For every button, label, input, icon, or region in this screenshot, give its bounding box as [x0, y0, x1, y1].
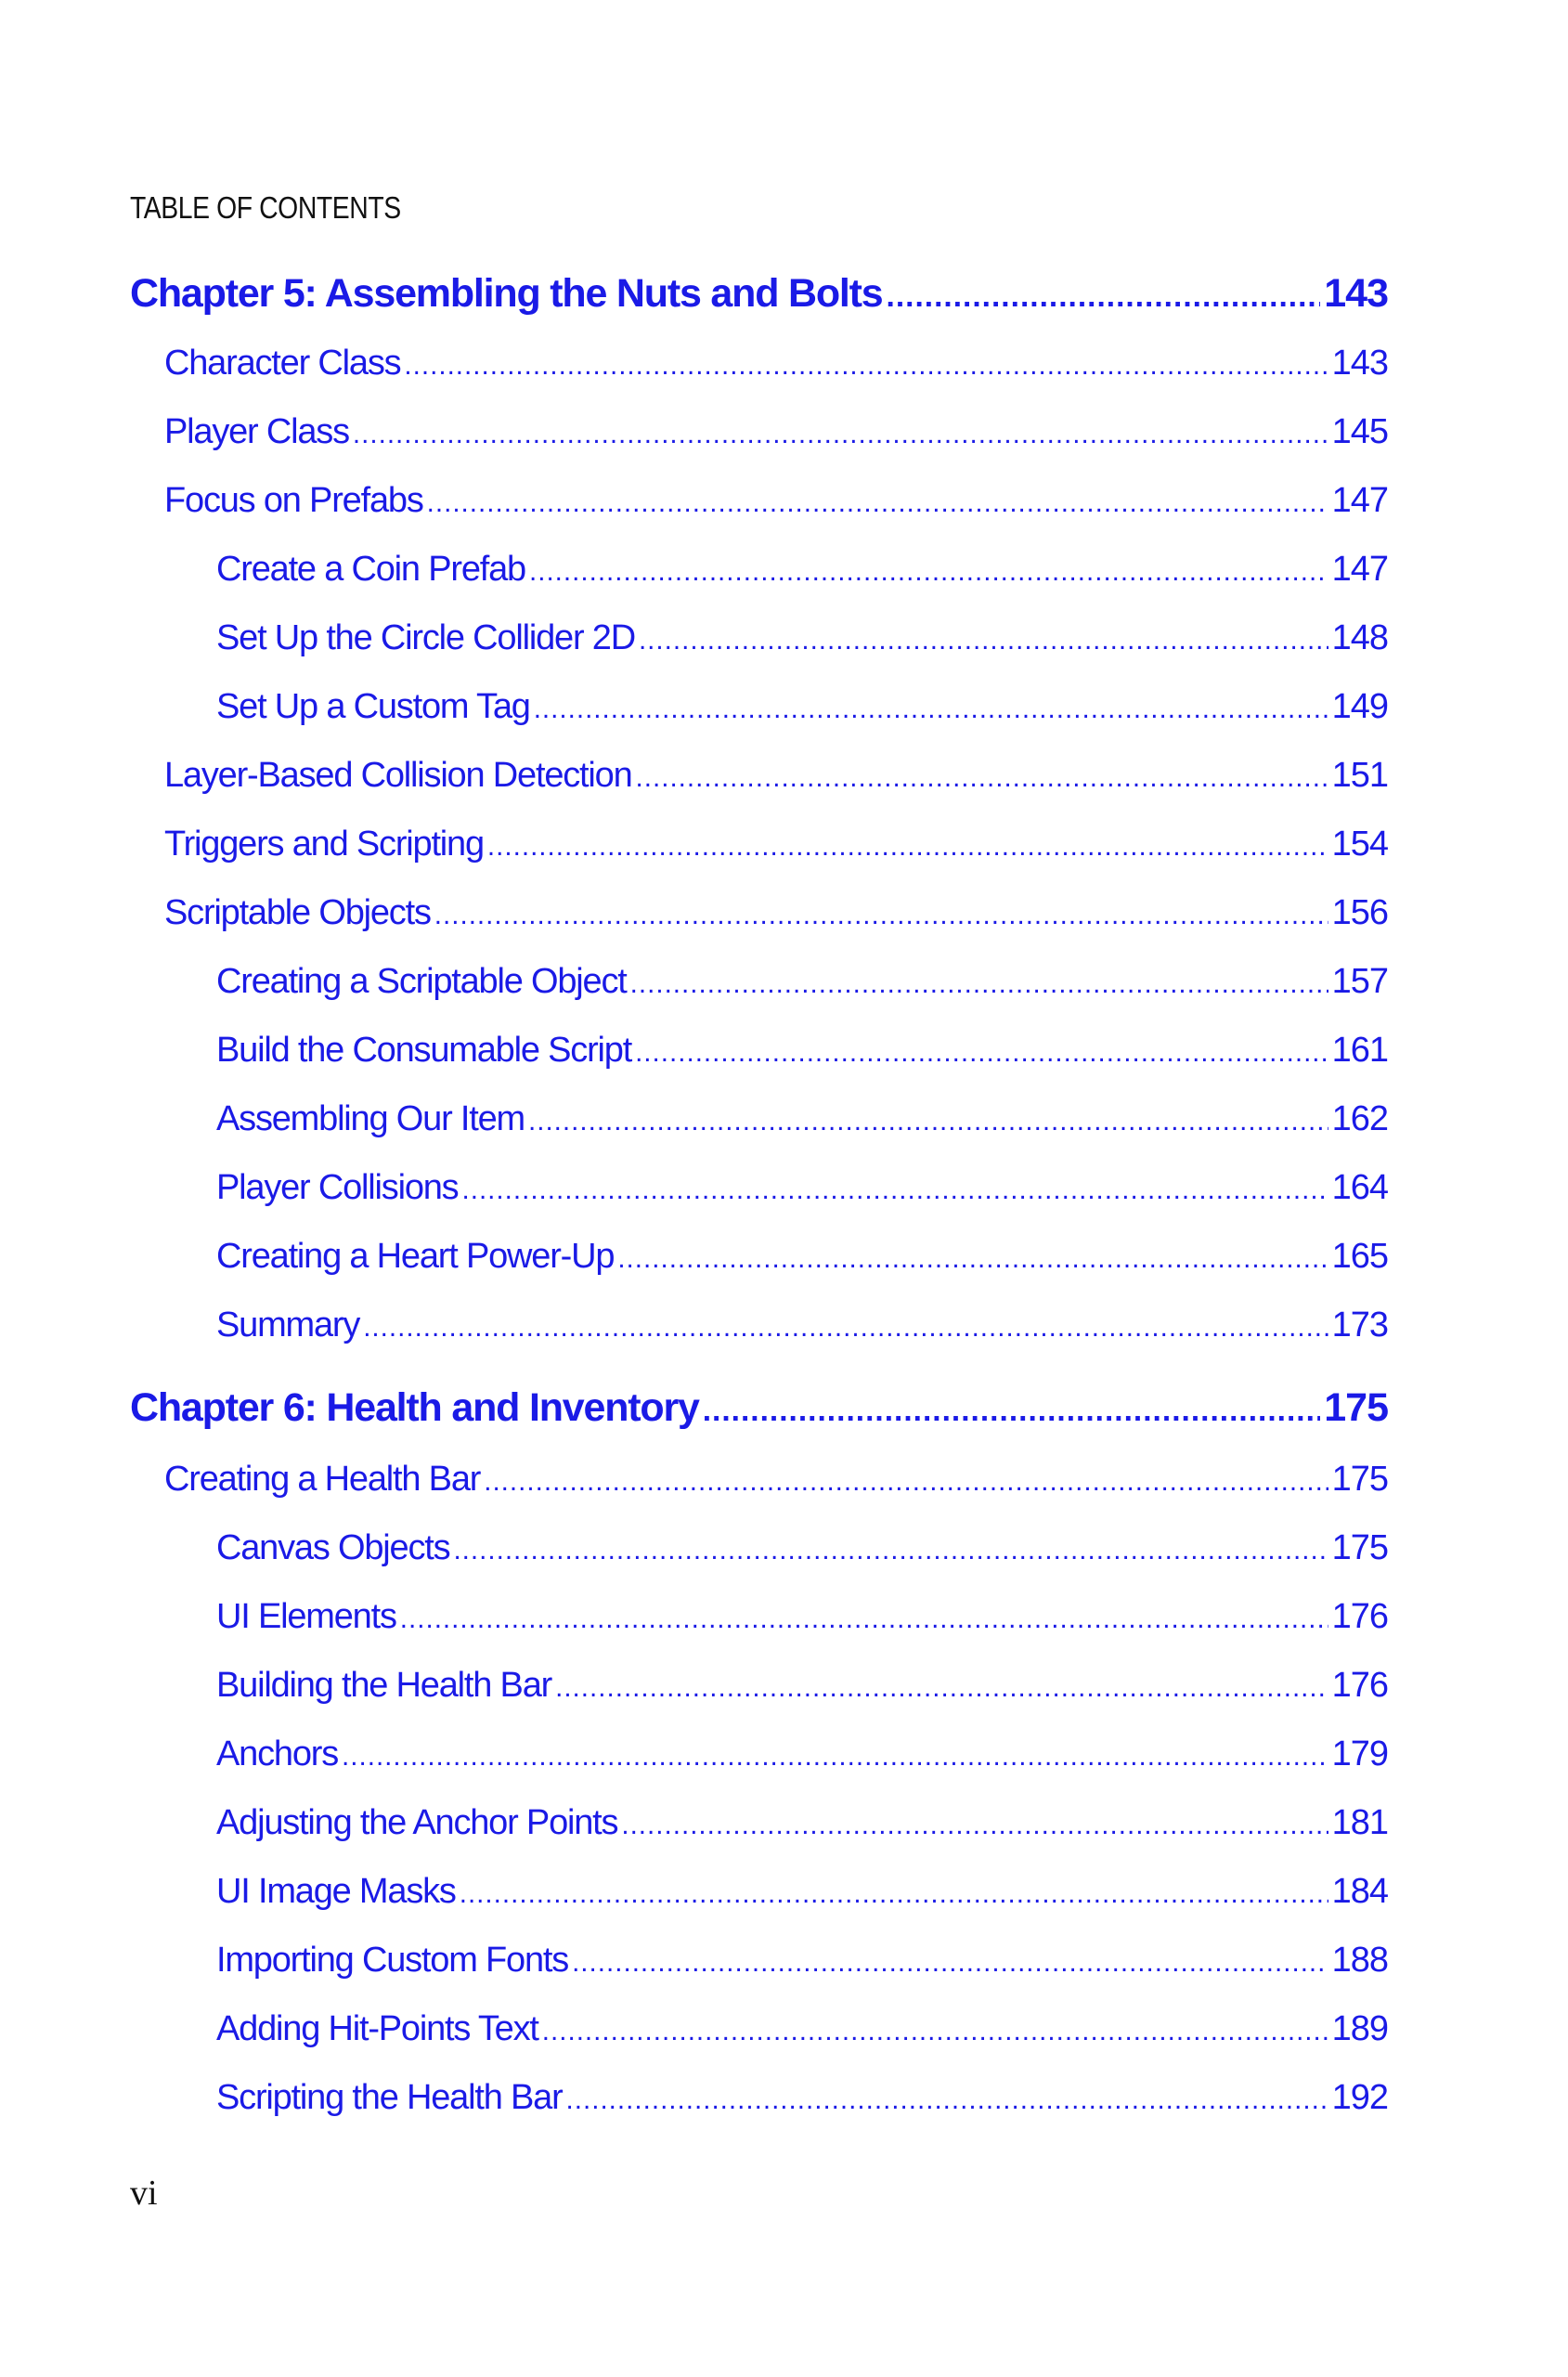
- toc-entry-title: Creating a Heart Power-Up: [216, 1237, 615, 1276]
- toc-entry-importing-custom-fonts[interactable]: [216, 1941, 1388, 1983]
- toc-entry-page: 149: [1331, 687, 1388, 726]
- toc-entry-chapter-5[interactable]: [130, 271, 1388, 319]
- toc-entry-page: 161: [1331, 1031, 1388, 1070]
- toc-entry-title: Adding Hit-Points Text: [216, 2009, 538, 2048]
- toc-entry-title: Triggers and Scripting: [164, 825, 484, 864]
- toc-entry-heart-power-up[interactable]: [216, 1237, 1388, 1279]
- toc-entry-anchors[interactable]: [216, 1734, 1388, 1777]
- toc-entry-title: Building the Health Bar: [216, 1666, 552, 1705]
- toc-entry-page: 147: [1331, 481, 1388, 520]
- toc-entry-page: 157: [1331, 962, 1388, 1001]
- dot-leader: [529, 556, 1328, 588]
- toc-entry-creating-health-bar[interactable]: [164, 1460, 1388, 1502]
- toc-entry-page: 147: [1331, 550, 1388, 589]
- dot-leader: [484, 1466, 1328, 1498]
- toc-entry-page: 154: [1331, 825, 1388, 864]
- dot-leader: [703, 1394, 1321, 1429]
- dot-leader: [434, 900, 1328, 931]
- toc-entry-summary[interactable]: [216, 1305, 1388, 1348]
- toc-entry-title: Set Up a Custom Tag: [216, 687, 530, 726]
- toc-entry-title: Player Class: [164, 412, 349, 451]
- toc-entry-ui-elements[interactable]: [216, 1597, 1388, 1640]
- dot-leader: [639, 625, 1328, 656]
- toc-entry-title: Summary: [216, 1305, 360, 1344]
- dot-leader: [342, 1741, 1328, 1773]
- toc-entry-scriptable-objects[interactable]: [164, 893, 1388, 936]
- dot-leader: [528, 1106, 1328, 1137]
- toc-entry-character-class[interactable]: [164, 344, 1388, 386]
- toc-entry-title: Canvas Objects: [216, 1528, 450, 1567]
- toc-entry-page: 175: [1331, 1460, 1388, 1499]
- running-head: TABLE OF CONTENTS: [130, 190, 401, 225]
- dot-leader: [534, 694, 1328, 725]
- toc-entry-title: Focus on Prefabs: [164, 481, 423, 520]
- toc-entry-title: Player Collisions: [216, 1168, 459, 1207]
- toc-entry-page: 173: [1331, 1305, 1388, 1344]
- toc-entry-adjusting-anchor-points[interactable]: [216, 1803, 1388, 1846]
- toc-entry-title: Chapter 6: Health and Inventory: [130, 1385, 699, 1430]
- toc-entry-page: 189: [1331, 2009, 1388, 2048]
- toc-entry-title: Set Up the Circle Collider 2D: [216, 618, 635, 657]
- dot-leader: [453, 1535, 1328, 1566]
- toc-entry-page: 164: [1331, 1168, 1388, 1207]
- toc-entry-title: Create a Coin Prefab: [216, 550, 525, 589]
- toc-entry-title: Scriptable Objects: [164, 893, 431, 932]
- toc-entry-page: 176: [1331, 1597, 1388, 1636]
- toc-entry-page: 188: [1331, 1941, 1388, 1980]
- toc-entry-canvas-objects[interactable]: [216, 1528, 1388, 1571]
- toc-entry-title: Assembling Our Item: [216, 1099, 525, 1138]
- toc-entry-consumable-script[interactable]: [216, 1031, 1388, 1073]
- toc-entry-title: Character Class: [164, 344, 401, 383]
- dot-leader: [363, 1312, 1328, 1344]
- toc-entry-custom-tag[interactable]: [216, 687, 1388, 730]
- toc-entry-scripting-health-bar[interactable]: [216, 2078, 1388, 2121]
- dot-leader: [461, 1175, 1328, 1206]
- toc-entry-player-collisions[interactable]: [216, 1168, 1388, 1211]
- toc-entry-page: 151: [1331, 756, 1388, 795]
- toc-entry-page: 143: [1324, 271, 1388, 316]
- toc-entry-player-class[interactable]: [164, 412, 1388, 455]
- toc-entry-page: 148: [1331, 618, 1388, 657]
- toc-entry-title: Anchors: [216, 1734, 339, 1773]
- page-number: vi: [130, 2174, 158, 2213]
- toc-entry-title: UI Elements: [216, 1597, 396, 1636]
- toc-entry-page: 179: [1331, 1734, 1388, 1773]
- toc-entry-title: Creating a Health Bar: [164, 1460, 481, 1499]
- toc-entry-title: Build the Consumable Script: [216, 1031, 632, 1070]
- dot-leader: [460, 1878, 1328, 1910]
- toc-entry-page: 192: [1331, 2078, 1388, 2117]
- dot-leader: [400, 1604, 1328, 1635]
- toc-entry-page: 181: [1331, 1803, 1388, 1842]
- toc-entry-focus-on-prefabs[interactable]: [164, 481, 1388, 524]
- toc-entry-page: 162: [1331, 1099, 1388, 1138]
- dot-leader: [635, 1037, 1328, 1069]
- toc-entry-title: Creating a Scriptable Object: [216, 962, 627, 1001]
- dot-leader: [621, 1810, 1328, 1841]
- dot-leader: [542, 2016, 1328, 2047]
- toc-entry-page: 176: [1331, 1666, 1388, 1705]
- toc-entry-building-health-bar[interactable]: [216, 1666, 1388, 1708]
- toc-entry-title: Chapter 5: Assembling the Nuts and Bolts: [130, 271, 883, 316]
- dot-leader: [353, 419, 1328, 450]
- toc-entry-circle-collider[interactable]: [216, 618, 1388, 661]
- toc-entry-collision-detection[interactable]: [164, 756, 1388, 799]
- dot-leader: [636, 762, 1328, 794]
- dot-leader: [887, 279, 1321, 315]
- toc-entry-title: Layer-Based Collision Detection: [164, 756, 632, 795]
- toc-entry-page: 175: [1331, 1528, 1388, 1567]
- toc-entry-title: Scripting the Health Bar: [216, 2078, 563, 2117]
- toc-entry-ui-image-masks[interactable]: [216, 1872, 1388, 1915]
- toc-entry-title: Importing Custom Fonts: [216, 1941, 569, 1980]
- toc-entry-page: 156: [1331, 893, 1388, 932]
- dot-leader: [617, 1243, 1328, 1275]
- toc-entry-page: 143: [1331, 344, 1388, 383]
- dot-leader: [404, 350, 1328, 382]
- dot-leader: [555, 1672, 1328, 1704]
- toc-entry-chapter-6[interactable]: [130, 1385, 1388, 1434]
- toc-entry-triggers-scripting[interactable]: [164, 825, 1388, 867]
- dot-leader: [572, 1947, 1328, 1979]
- toc-entry-page: 145: [1331, 412, 1388, 451]
- toc-entry-page: 175: [1324, 1385, 1388, 1430]
- toc-entry-title: Adjusting the Anchor Points: [216, 1803, 618, 1842]
- dot-leader: [630, 968, 1328, 1000]
- toc-entry-creating-scriptable-object[interactable]: [216, 962, 1388, 1005]
- dot-leader: [566, 2085, 1328, 2116]
- toc-entry-hit-points-text[interactable]: [216, 2009, 1388, 2052]
- toc-entry-page: 184: [1331, 1872, 1388, 1911]
- dot-leader: [487, 831, 1328, 863]
- dot-leader: [427, 487, 1328, 519]
- toc-entry-title: UI Image Masks: [216, 1872, 456, 1911]
- toc-entry-create-coin-prefab[interactable]: [216, 550, 1388, 592]
- toc-entry-page: 165: [1331, 1237, 1388, 1276]
- toc-entry-assembling-item[interactable]: [216, 1099, 1388, 1142]
